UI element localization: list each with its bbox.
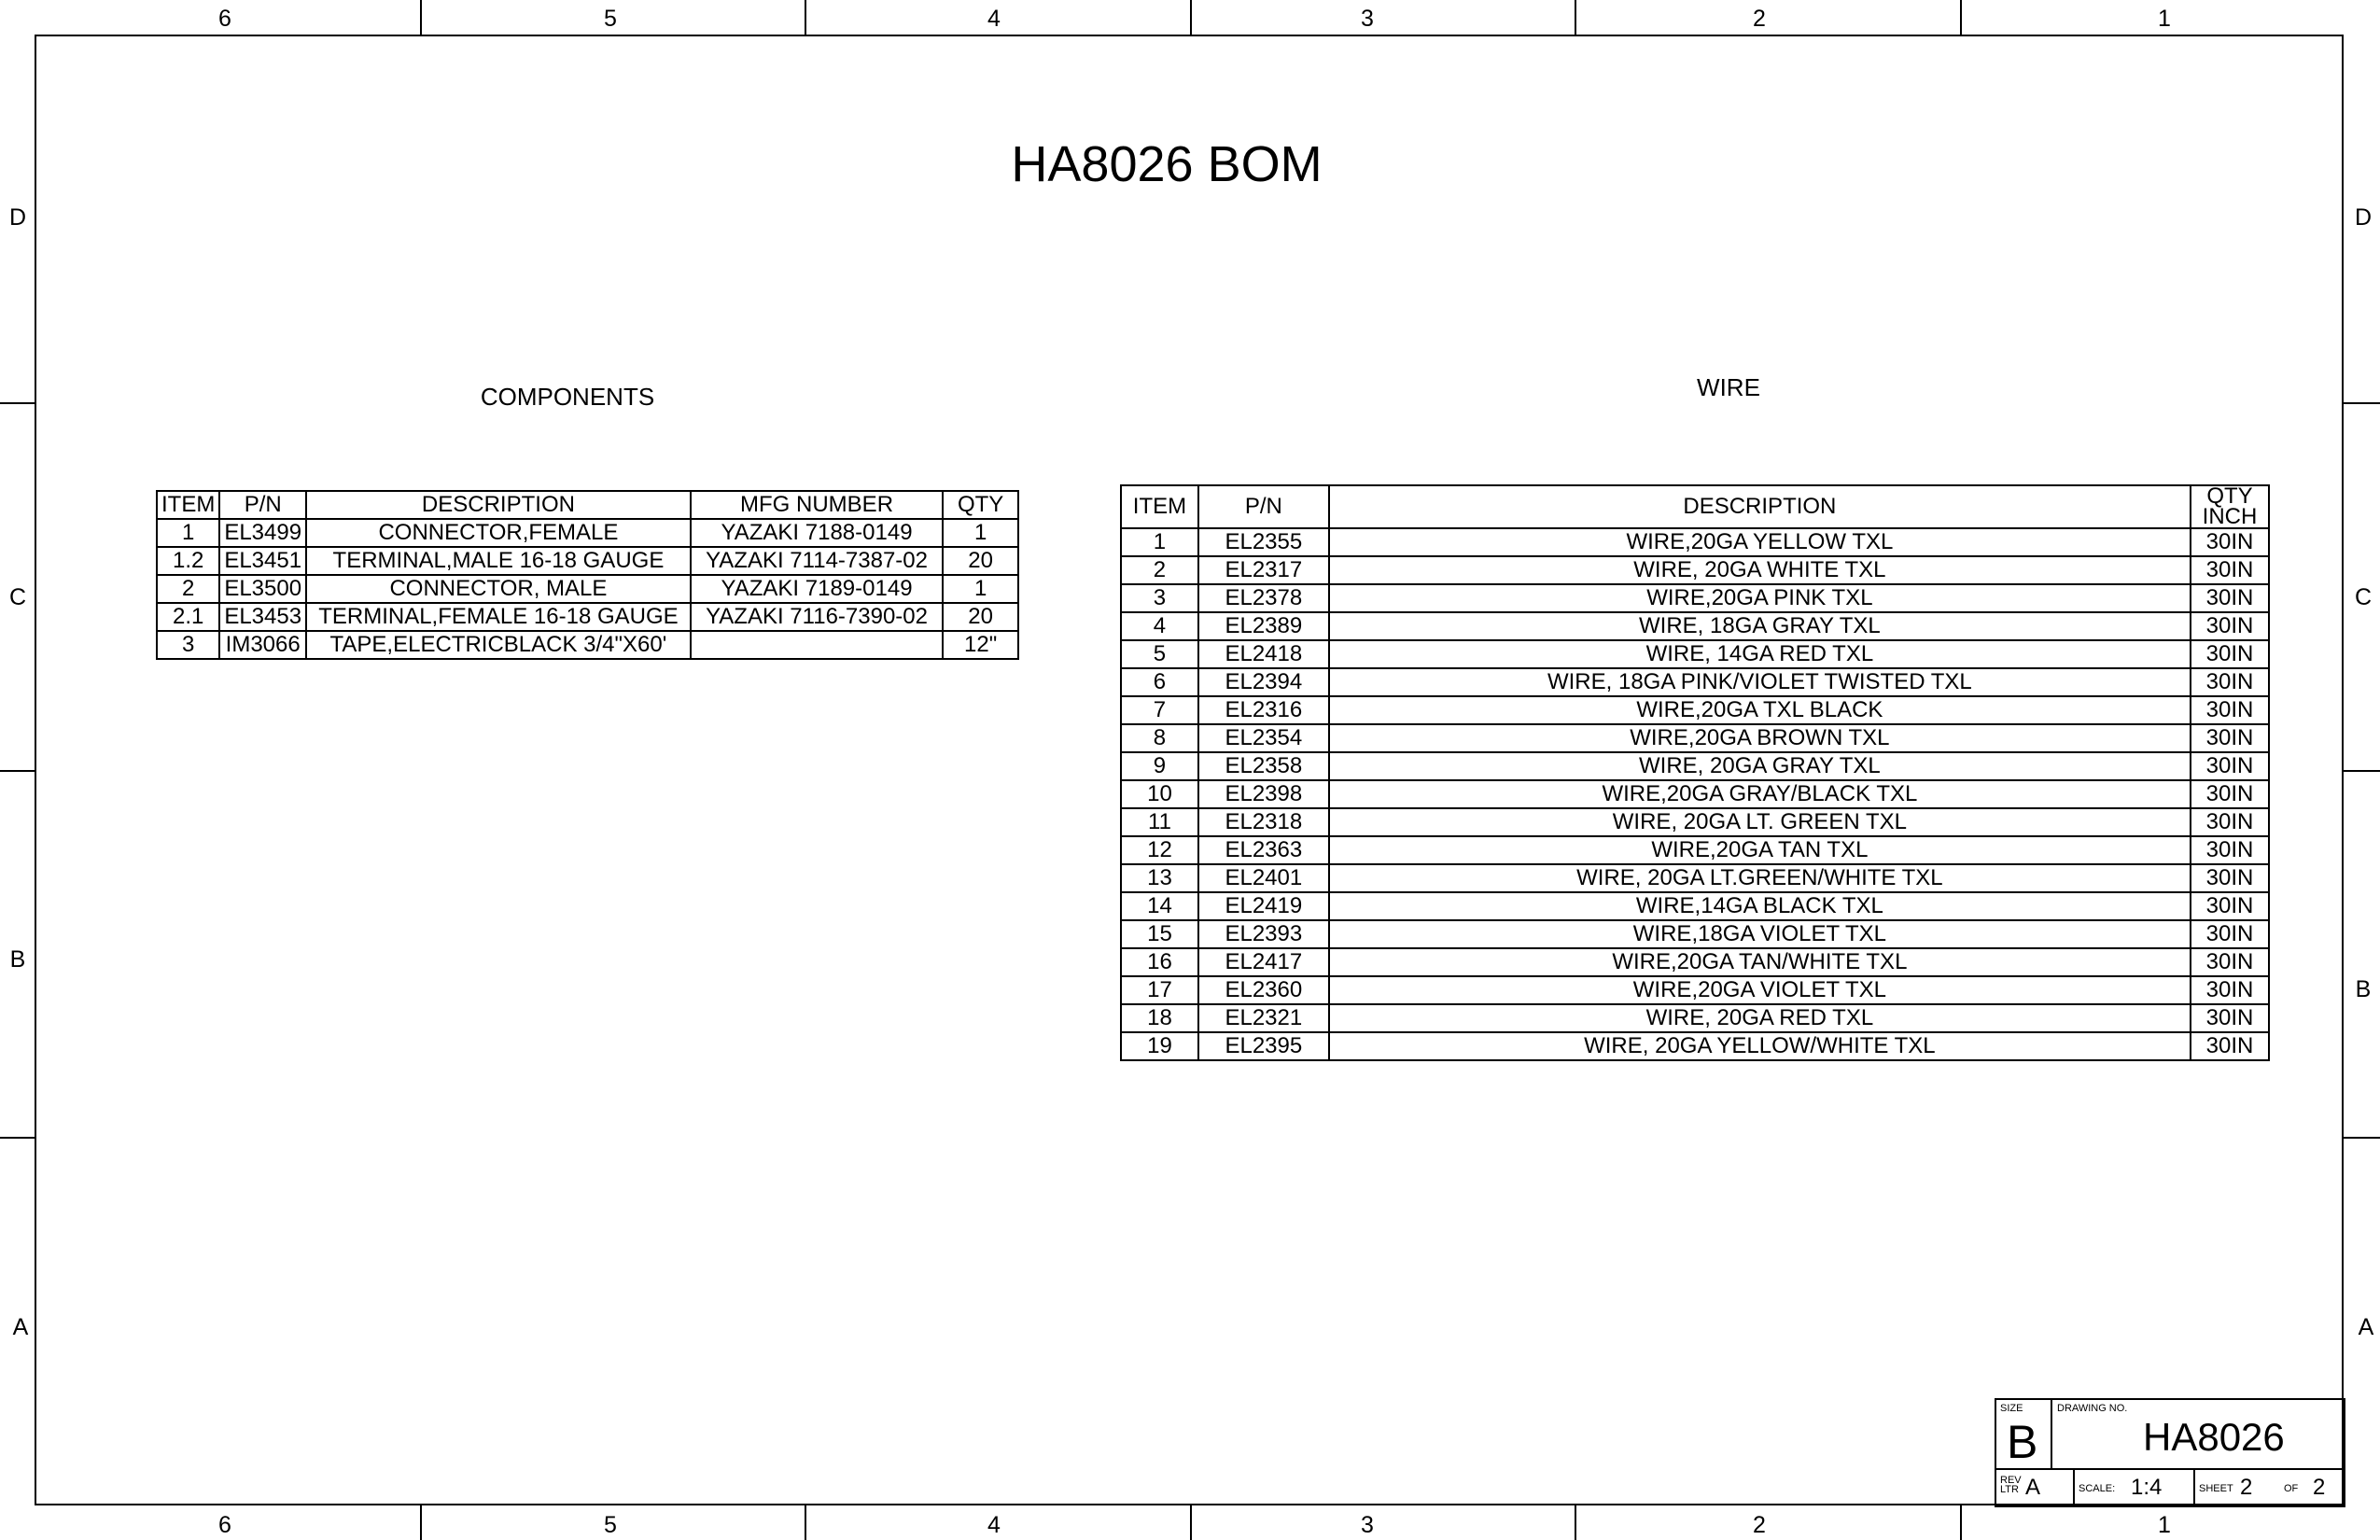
table-cell: EL2401 [1198,864,1329,892]
table-cell: WIRE, 20GA WHITE TXL [1329,556,2191,584]
table-cell: 3 [1121,584,1198,612]
table-cell: 30IN [2191,836,2269,864]
table-cell: 30IN [2191,640,2269,668]
table-cell: EL2363 [1198,836,1329,864]
table-cell: 1 [157,519,219,547]
table-cell: EL3451 [219,547,306,575]
zone-label-bottom: 6 [218,1512,231,1538]
table-row [157,631,1018,659]
zone-label-top: 6 [218,6,231,32]
table-cell: WIRE, 20GA GRAY TXL [1329,752,2191,780]
title-block-divider [1995,1468,2345,1470]
table-cell: 3 [157,631,219,659]
table-row [1121,1032,2269,1060]
table-cell: 1 [943,575,1018,603]
title-block-divider [2073,1468,2075,1507]
table-cell: EL2355 [1198,528,1329,556]
table-row [1121,640,2269,668]
table-cell [691,631,943,659]
table-cell: EL2316 [1198,696,1329,724]
table-cell: 1.2 [157,547,219,575]
table-cell: EL3453 [219,603,306,631]
zone-label-left: D [8,204,27,231]
table-cell: 30IN [2191,752,2269,780]
table-row [1121,584,2269,612]
table-cell: 30IN [2191,808,2269,836]
zone-label-bottom: 1 [2158,1512,2171,1538]
scale-label: SCALE: [2079,1483,2116,1494]
column-header: DESCRIPTION [1329,485,2191,528]
table-cell: 30IN [2191,612,2269,640]
zone-divider [805,0,806,35]
sheet-value: 2 [2240,1475,2253,1500]
column-header: P/N [219,491,306,519]
size-value: B [2007,1416,2038,1468]
rev-label [2000,1476,2022,1494]
zone-divider [1575,0,1576,35]
table-cell: 30IN [2191,976,2269,1004]
zone-label-top: 5 [604,6,617,32]
table-cell: WIRE,20GA YELLOW TXL [1329,528,2191,556]
table-row [1121,612,2269,640]
table-cell: EL2360 [1198,976,1329,1004]
zone-label-left: A [12,1314,29,1340]
zone-label-bottom: 3 [1361,1512,1374,1538]
table-cell: 30IN [2191,1004,2269,1032]
table-cell: EL2395 [1198,1032,1329,1060]
table-row [1121,752,2269,780]
drawing-no-label: DRAWING NO. [2057,1403,2128,1414]
zone-label-top: 1 [2158,6,2171,32]
table-cell: 30IN [2191,696,2269,724]
table-cell: 20 [943,603,1018,631]
zone-divider [420,1505,422,1540]
column-header: ITEM [1121,485,1198,528]
zone-label-left: B [9,946,26,973]
table-cell: 15 [1121,920,1198,948]
table-cell: 30IN [2191,528,2269,556]
table-row [157,547,1018,575]
table-cell: WIRE,18GA VIOLET TXL [1329,920,2191,948]
table-cell: WIRE, 18GA PINK/VIOLET TWISTED TXL [1329,668,2191,696]
table-cell: WIRE, 20GA RED TXL [1329,1004,2191,1032]
zone-label-left: C [8,584,27,610]
table-row [1121,556,2269,584]
table-cell: 30IN [2191,668,2269,696]
table-cell: WIRE, 20GA YELLOW/WHITE TXL [1329,1032,2191,1060]
sheet-total-value: 2 [2313,1475,2326,1500]
table-cell: WIRE, 18GA GRAY TXL [1329,612,2191,640]
zone-label-top: 4 [987,6,1001,32]
zone-label-bottom: 4 [987,1512,1001,1538]
table-cell: 30IN [2191,780,2269,808]
table-cell: EL2354 [1198,724,1329,752]
rev-label-line2: LTR [2000,1484,2019,1495]
table-cell: 11 [1121,808,1198,836]
wire-heading: WIRE [1697,373,1760,401]
wire-table [1120,484,2270,1061]
table-cell: WIRE,20GA BROWN TXL [1329,724,2191,752]
table-cell: TERMINAL,MALE 16-18 GAUGE [306,547,691,575]
column-header: MFG NUMBER [691,491,943,519]
table-cell: 30IN [2191,724,2269,752]
table-row [157,603,1018,631]
table-row [1121,976,2269,1004]
table-cell: EL2419 [1198,892,1329,920]
zone-divider [2344,402,2380,404]
table-cell: EL3500 [219,575,306,603]
table-cell: YAZAKI 7116-7390-02 [691,603,943,631]
zone-divider [2344,1137,2380,1139]
table-cell: CONNECTOR, MALE [306,575,691,603]
table-cell: 1 [1121,528,1198,556]
table-row [1121,780,2269,808]
table-cell: 6 [1121,668,1198,696]
table-cell: 13 [1121,864,1198,892]
table-header-row [157,491,1018,519]
table-cell: 20 [943,547,1018,575]
table-cell: WIRE,20GA TAN TXL [1329,836,2191,864]
table-cell: 12 [1121,836,1198,864]
table-row [1121,696,2269,724]
zone-divider [1960,0,1962,35]
zone-divider [420,0,422,35]
column-header: ITEM [157,491,219,519]
table-cell: 18 [1121,1004,1198,1032]
title-block-divider [2051,1398,2052,1470]
zone-label-top: 2 [1753,6,1766,32]
table-cell: 5 [1121,640,1198,668]
table-cell: 8 [1121,724,1198,752]
table-cell: EL2321 [1198,1004,1329,1032]
table-cell: WIRE, 20GA LT. GREEN TXL [1329,808,2191,836]
table-cell: 2 [157,575,219,603]
table-row [1121,892,2269,920]
table-row [1121,864,2269,892]
zone-label-bottom: 5 [604,1512,617,1538]
table-cell: EL2394 [1198,668,1329,696]
table-cell: TAPE,ELECTRICBLACK 3/4"X60' [306,631,691,659]
table-cell: WIRE,20GA PINK TXL [1329,584,2191,612]
zone-label-right: A [2358,1314,2374,1340]
table-cell: CONNECTOR,FEMALE [306,519,691,547]
table-cell: EL2358 [1198,752,1329,780]
size-label: SIZE [2000,1403,2023,1414]
of-label: OF [2284,1483,2299,1494]
zone-divider [805,1505,806,1540]
table-cell: 30IN [2191,556,2269,584]
column-header-qty [2191,485,2269,528]
table-cell: WIRE,20GA TAN/WHITE TXL [1329,948,2191,976]
table-cell: IM3066 [219,631,306,659]
table-cell: 4 [1121,612,1198,640]
table-row [157,519,1018,547]
sheet-label: SHEET [2199,1483,2233,1494]
zone-divider [1960,1505,1962,1540]
zone-label-bottom: 2 [1753,1512,1766,1538]
zone-divider [1190,0,1192,35]
inch-label: INCH [2202,504,2258,529]
zone-label-right: D [2354,204,2373,231]
table-cell: EL2398 [1198,780,1329,808]
table-row [1121,808,2269,836]
title-block-divider [2193,1468,2195,1507]
table-cell: 17 [1121,976,1198,1004]
rev-label-line1: REV [2000,1475,2022,1486]
zone-label-right: C [2354,584,2373,610]
column-header: DESCRIPTION [306,491,691,519]
table-cell: YAZAKI 7114-7387-02 [691,547,943,575]
table-cell: 10 [1121,780,1198,808]
table-cell: EL2317 [1198,556,1329,584]
zone-divider [0,402,35,404]
table-cell: 30IN [2191,1032,2269,1060]
table-cell: EL2318 [1198,808,1329,836]
table-cell: EL2393 [1198,920,1329,948]
table-cell: 30IN [2191,920,2269,948]
zone-divider [0,1137,35,1139]
table-row [1121,724,2269,752]
table-cell: EL3499 [219,519,306,547]
table-cell: WIRE,20GA VIOLET TXL [1329,976,2191,1004]
table-row [1121,948,2269,976]
table-cell: YAZAKI 7189-0149 [691,575,943,603]
table-cell: WIRE,20GA TXL BLACK [1329,696,2191,724]
zone-divider [0,770,35,772]
scale-value: 1:4 [2131,1475,2163,1500]
table-cell: 14 [1121,892,1198,920]
table-row [1121,1004,2269,1032]
table-cell: EL2378 [1198,584,1329,612]
table-cell: WIRE,20GA GRAY/BLACK TXL [1329,780,2191,808]
table-cell: WIRE, 20GA LT.GREEN/WHITE TXL [1329,864,2191,892]
zone-label-top: 3 [1361,6,1374,32]
table-cell: 2.1 [157,603,219,631]
table-cell: TERMINAL,FEMALE 16-18 GAUGE [306,603,691,631]
table-cell: 12" [943,631,1018,659]
table-cell: 30IN [2191,948,2269,976]
table-cell: 30IN [2191,864,2269,892]
table-row [1121,836,2269,864]
zone-divider [1190,1505,1192,1540]
drawing-no-value: HA8026 [2143,1415,2285,1459]
table-cell: 2 [1121,556,1198,584]
table-row [157,575,1018,603]
zone-divider [2344,770,2380,772]
table-cell: 30IN [2191,892,2269,920]
table-cell: WIRE,14GA BLACK TXL [1329,892,2191,920]
page-title: HA8026 BOM [1011,136,1323,192]
zone-divider [1575,1505,1576,1540]
components-table [156,490,1019,660]
rev-value: A [2025,1475,2041,1500]
column-header: P/N [1198,485,1329,528]
zone-label-right: B [2355,976,2372,1002]
table-header-row [1121,485,2269,528]
column-header: QTY [943,491,1018,519]
table-row [1121,920,2269,948]
table-row [1121,528,2269,556]
qty-label: QTY [2206,483,2253,509]
table-cell: 30IN [2191,584,2269,612]
table-cell: EL2389 [1198,612,1329,640]
table-cell: 16 [1121,948,1198,976]
table-cell: EL2418 [1198,640,1329,668]
table-cell: WIRE, 14GA RED TXL [1329,640,2191,668]
table-cell: 19 [1121,1032,1198,1060]
components-heading: COMPONENTS [480,383,655,411]
table-row [1121,668,2269,696]
table-cell: 1 [943,519,1018,547]
table-cell: 9 [1121,752,1198,780]
table-cell: EL2417 [1198,948,1329,976]
table-cell: 7 [1121,696,1198,724]
table-cell: YAZAKI 7188-0149 [691,519,943,547]
